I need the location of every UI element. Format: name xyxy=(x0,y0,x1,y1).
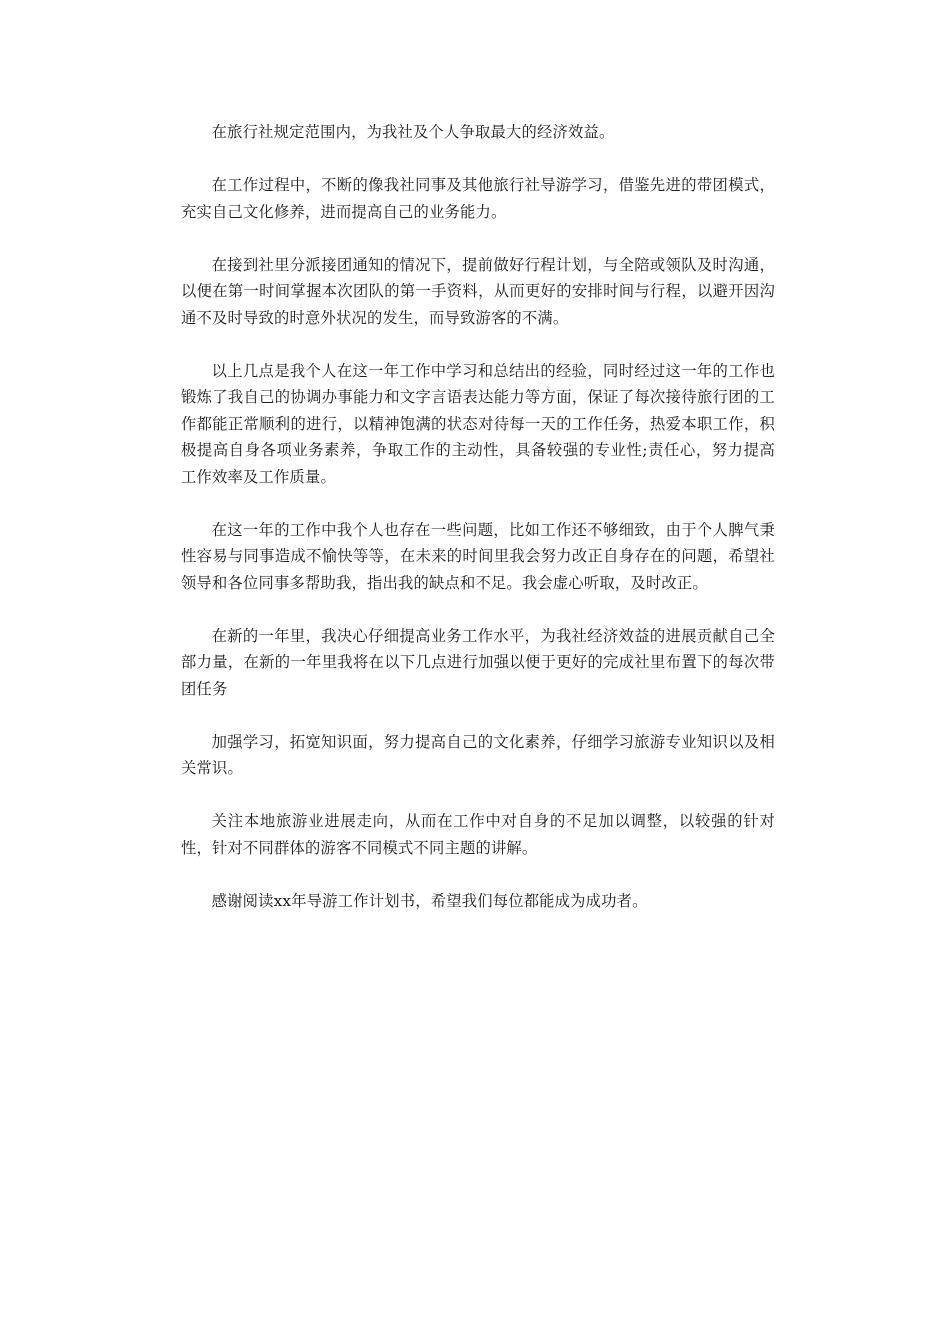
paragraph: 加强学习，拓宽知识面，努力提高自己的文化素养，仔细学习旅游专业知识以及相关常识。 xyxy=(181,732,775,777)
paragraph: 在接到社里分派接团通知的情况下，提前做好行程计划，与全陪或领队及时沟通，以便在第一时间掌握本次团队的第一手资料，从而更好的安排时间与行程，以避开因沟通不及时导致的时意外状况的发生，而导致游客的不满。 xyxy=(181,255,775,327)
paragraph: 关注本地旅游业进展走向，从而在工作中对自身的不足加以调整，以较强的针对性，针对不同群体的游客不同模式不同主题的讲解。 xyxy=(181,812,775,857)
paragraph: 在工作过程中，不断的像我社同事及其他旅行社导游学习，借鉴先进的带团模式，充实自己文化修养，进而提高自己的业务能力。 xyxy=(181,176,775,221)
paragraph: 在旅行社规定范围内，为我社及个人争取最大的经济效益。 xyxy=(211,123,615,141)
paragraph: 感谢阅读xx年导游工作计划书，希望我们每位都能成为成功者。 xyxy=(211,891,648,910)
paragraph: 以上几点是我个人在这一年工作中学习和总结出的经验，同时经过这一年的工作也锻炼了我自己的协调办事能力和文字言语表达能力等方面，保证了每次接待旅行团的工作都能正常顺利的进行，以精神饱满的状态对待每一天的工作任务，热爱本职工作，积极提高自身各项业务素养，争取工作的主动性，具备较强的专业性;责任心，努力提高工作效率及工作质量。 xyxy=(181,361,775,486)
document-body xyxy=(181,119,775,941)
paragraph: 在这一年的工作中我个人也存在一些问题，比如工作还不够细致，由于个人脾气秉性容易与同事造成不愉快等等，在未来的时间里我会努力改正自身存在的问题，希望社领导和各位同事多帮助我，指出我的缺点和不足。我会虚心听取，及时改正。 xyxy=(181,520,775,592)
paragraph: 在新的一年里，我决心仔细提高业务工作水平，为我社经济效益的进展贡献自己全部力量，在新的一年里我将在以下几点进行加强以便于更好的完成社里布置下的每次带团任务 xyxy=(181,626,775,698)
